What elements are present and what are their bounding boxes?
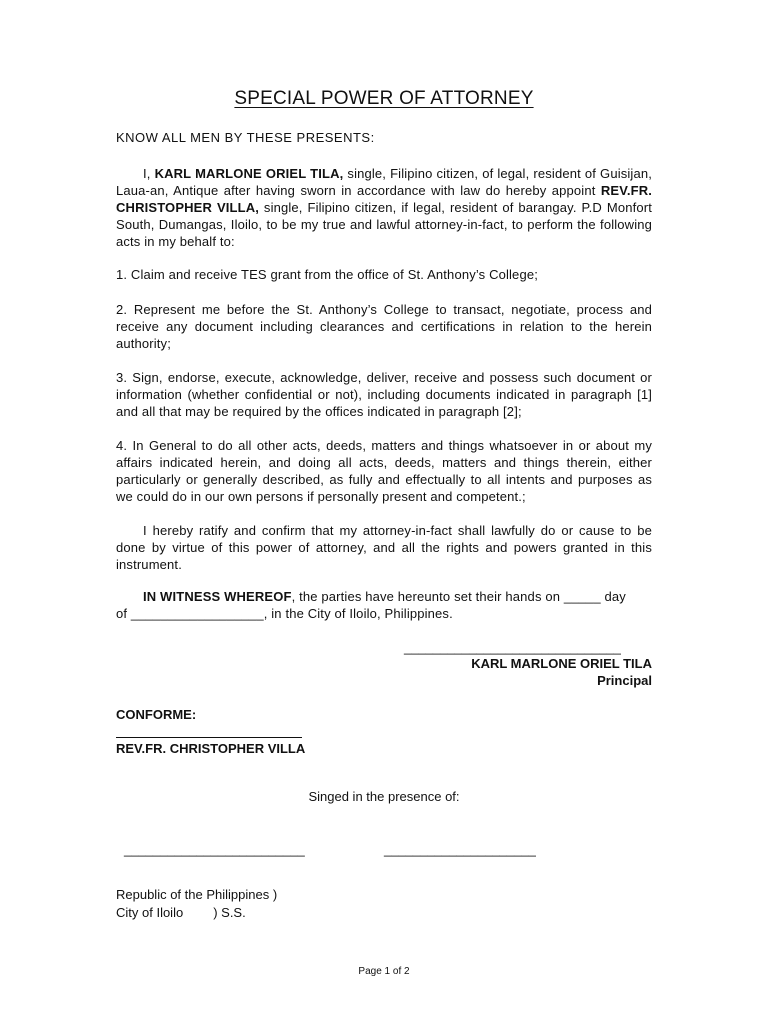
witness-signature-line-1: _________________________ [124, 842, 305, 857]
opening-mid1: single, Filipino citizen, of legal, resident of Guisijan, Laua-an, Antique after having sworn in accordance with law do hereby appoint [116, 166, 652, 198]
witness-paragraph [116, 588, 652, 622]
opening-paragraph [116, 165, 652, 250]
conforme-label: CONFORME: [116, 707, 197, 722]
act-1: 1. Claim and receive TES grant from the office of St. Anthony’s College; [116, 267, 538, 282]
witness-line1: , the parties have hereunto set their hands on _____ day [291, 589, 626, 604]
conforme-name: REV.FR. CHRISTOPHER VILLA [116, 741, 306, 756]
witness-line2: of __________________, in the City of Iloilo, Philippines. [116, 606, 453, 621]
jurisdiction-line-1: Republic of the Philippines ) [116, 887, 278, 902]
principal-name: KARL MARLONE ORIEL TILA [471, 656, 652, 671]
act-3: 3. Sign, endorse, execute, acknowledge, deliver, receive and possess such document or information (whether confidential or not), including documents indicated in paragraph [1] and all that may be required by the offices indicated in paragraph [2]; [116, 370, 652, 419]
page-number: Page 1 of 2 [358, 966, 410, 977]
jurisdiction-line-2 [116, 905, 246, 920]
opening-pre: I, [143, 166, 155, 181]
attorney-name-inline: REV.FR. CHRISTOPHER VILLA, [116, 183, 652, 215]
principal-name-inline: KARL MARLONE ORIEL TILA, [154, 166, 344, 181]
document-title: SPECIAL POWER OF ATTORNEY [234, 88, 534, 109]
principal-signature-line: ______________________________ [404, 640, 621, 655]
opening-mid2: single, Filipino citizen, if legal, resident of barangay. P.D Monfort South, Dumangas, Iloilo, to be my true and lawful attorney-in-fact, to perform the following acts in my behalf to: [116, 200, 652, 249]
jurisdiction-city: City of Iloilo [116, 905, 184, 920]
ratify-paragraph: I hereby ratify and confirm that my attorney-in-fact shall lawfully do or cause to be done by virtue of this power of attorney, and all the rights and powers granted in this instrument. [116, 523, 652, 572]
jurisdiction-ss: ) S.S. [213, 905, 246, 920]
conforme-signature-line [116, 737, 302, 738]
intro-line: KNOW ALL MEN BY THESE PRESENTS: [116, 130, 375, 145]
witness-signature-line-2: _____________________ [384, 842, 536, 857]
act-4: 4. In General to do all other acts, deeds, matters and things whatsoever in or about my affairs indicated herein, and doing all acts, deeds, matters and things therein, either particularly or generally described, as fully and effectually to all intents and purposes as we could do in our own persons if personally present and competent.; [116, 438, 652, 504]
witness-lead: IN WITNESS WHEREOF [143, 589, 292, 604]
presence-label: Singed in the presence of: [308, 789, 460, 804]
act-2: 2. Represent me before the St. Anthony’s College to transact, negotiate, process and receive any document including clearances and certifications in relation to the herein authority; [116, 302, 652, 351]
principal-role: Principal [597, 673, 652, 688]
